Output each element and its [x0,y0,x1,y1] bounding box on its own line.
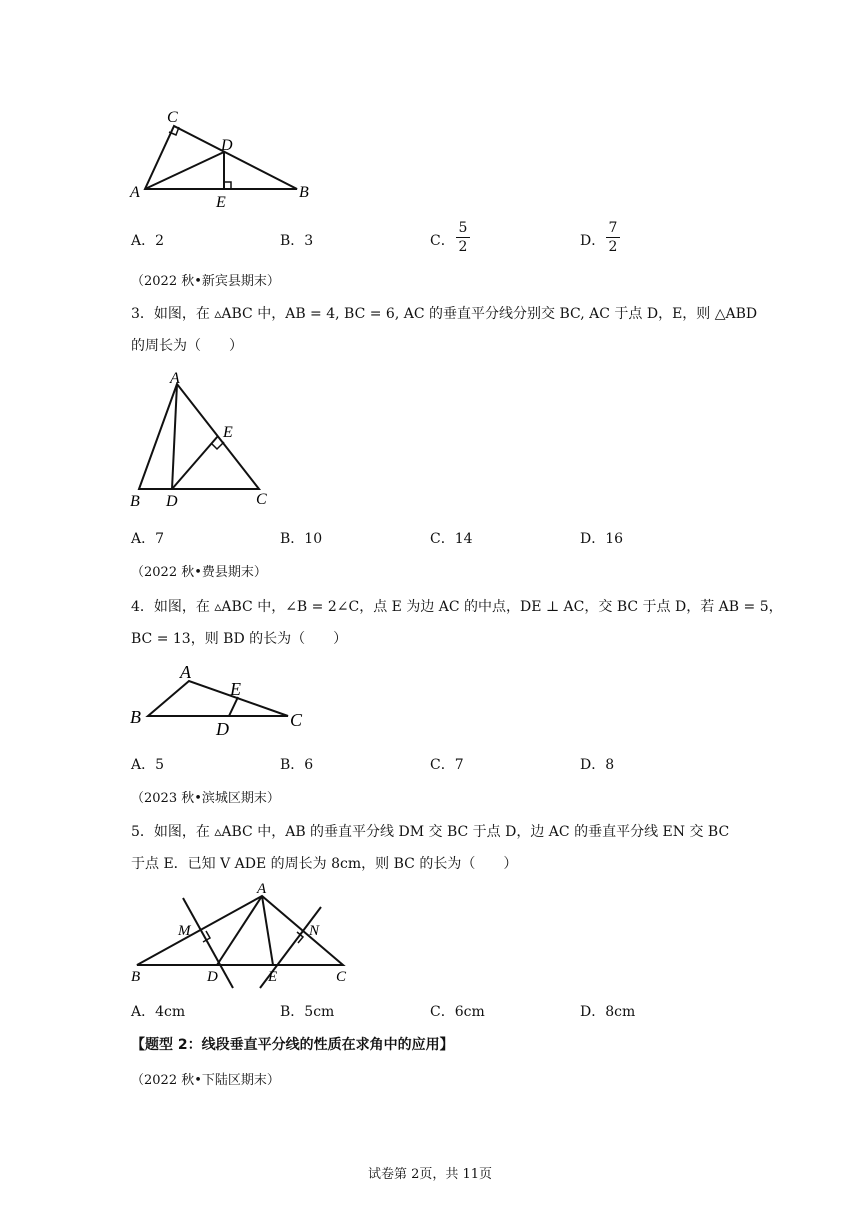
q3-stem-line1: 3．如图，在 ▵ABC 中，AB = 4, BC = 6, AC 的垂直平分线分别交 BC, AC 于点 D，E，则 △ABD [131,306,758,322]
q2-option-d-fraction [606,220,620,255]
q4-label-b: B [130,707,141,727]
q5-stem-line2: 于点 E．已知 V ADE 的周长为 8cm，则 BC 的长为（ ） [131,856,518,872]
q3-option-c[interactable]: C．14 [430,531,473,547]
page-footer: 试卷第 2页，共 11页 [367,1167,493,1182]
q5-label-e: E [268,969,278,985]
q4-source: （2022 秋•费县期末） [131,565,267,580]
q3-source: （2022 秋•新宾县期末） [131,274,280,289]
q3-label-e: E [223,424,233,441]
q2-label-b: B [299,184,309,201]
q3-label-c: C [256,491,267,508]
q2-option-d-numerator: 7 [608,220,618,236]
q4-stem-line1: 4．如图，在 ▵ABC 中，∠B = 2∠C，点 E 为边 AC 的中点，DE ⊥ AC，交 BC 于点 D，若 AB = 5， [131,599,783,615]
q4-label-c: C [290,710,303,730]
q5-label-c: C [336,969,347,985]
q4-figure [125,660,325,740]
q2-option-d-denominator: 2 [608,239,618,255]
q2-option-c-prefix: C． [430,233,455,249]
q5-label-m: M [178,923,191,939]
q2-option-c[interactable] [430,232,455,250]
q5-label-a: A [257,881,267,897]
q2-option-d[interactable] [580,232,605,250]
q5-label-d: D [207,969,218,985]
q3-figure [125,370,285,510]
q2-label-c: C [167,109,178,126]
q5-label-n: N [309,923,320,939]
q5-stem-line1: 5．如图，在 ▵ABC 中，AB 的垂直平分线 DM 交 BC 于点 D，边 AC 的垂直平分线 EN 交 BC [131,824,730,840]
q4-stem-line2: BC = 13，则 BD 的长为（ ） [131,631,348,647]
q6-source: （2022 秋•下陆区期末） [131,1073,280,1088]
q2-option-c-numerator: 5 [458,220,468,236]
q4-option-a[interactable]: A．5 [131,757,165,773]
q2-option-d-prefix: D． [580,233,606,249]
q3-label-b: B [130,493,140,510]
q2-option-c-fraction [456,220,470,255]
q3-option-d[interactable]: D．16 [580,531,624,547]
q2-label-d: D [221,137,233,154]
q2-option-c-denominator: 2 [458,239,468,255]
q2-option-b[interactable]: B．3 [280,233,314,249]
q4-label-e: E [230,679,241,699]
section-title: 【题型 2：线段垂直平分线的性质在求角中的应用】 [131,1037,454,1053]
q4-option-c[interactable]: C．7 [430,757,464,773]
q4-option-b[interactable]: B．6 [280,757,314,773]
q2-label-e: E [216,194,226,211]
q5-figure [125,880,355,992]
q3-option-b[interactable]: B．10 [280,531,323,547]
q3-stem-line2: 的周长为（ ） [131,338,243,354]
q2-label-a: A [130,184,140,201]
q5-option-a[interactable]: A．4cm [131,1004,186,1020]
q3-label-d: D [166,493,178,510]
q4-option-d[interactable]: D．8 [580,757,615,773]
q2-option-a[interactable]: A．2 [131,233,165,249]
q5-label-b: B [131,969,141,985]
q5-option-d[interactable]: D．8cm [580,1004,636,1020]
q5-source: （2023 秋•滨城区期末） [131,791,280,806]
q4-label-d: D [216,719,229,739]
q2-figure [125,105,325,215]
q4-label-a: A [180,662,191,682]
q3-option-a[interactable]: A．7 [131,531,165,547]
q5-option-b[interactable]: B．5cm [280,1004,335,1020]
q3-label-a: A [170,370,180,387]
q5-option-c[interactable]: C．6cm [430,1004,485,1020]
